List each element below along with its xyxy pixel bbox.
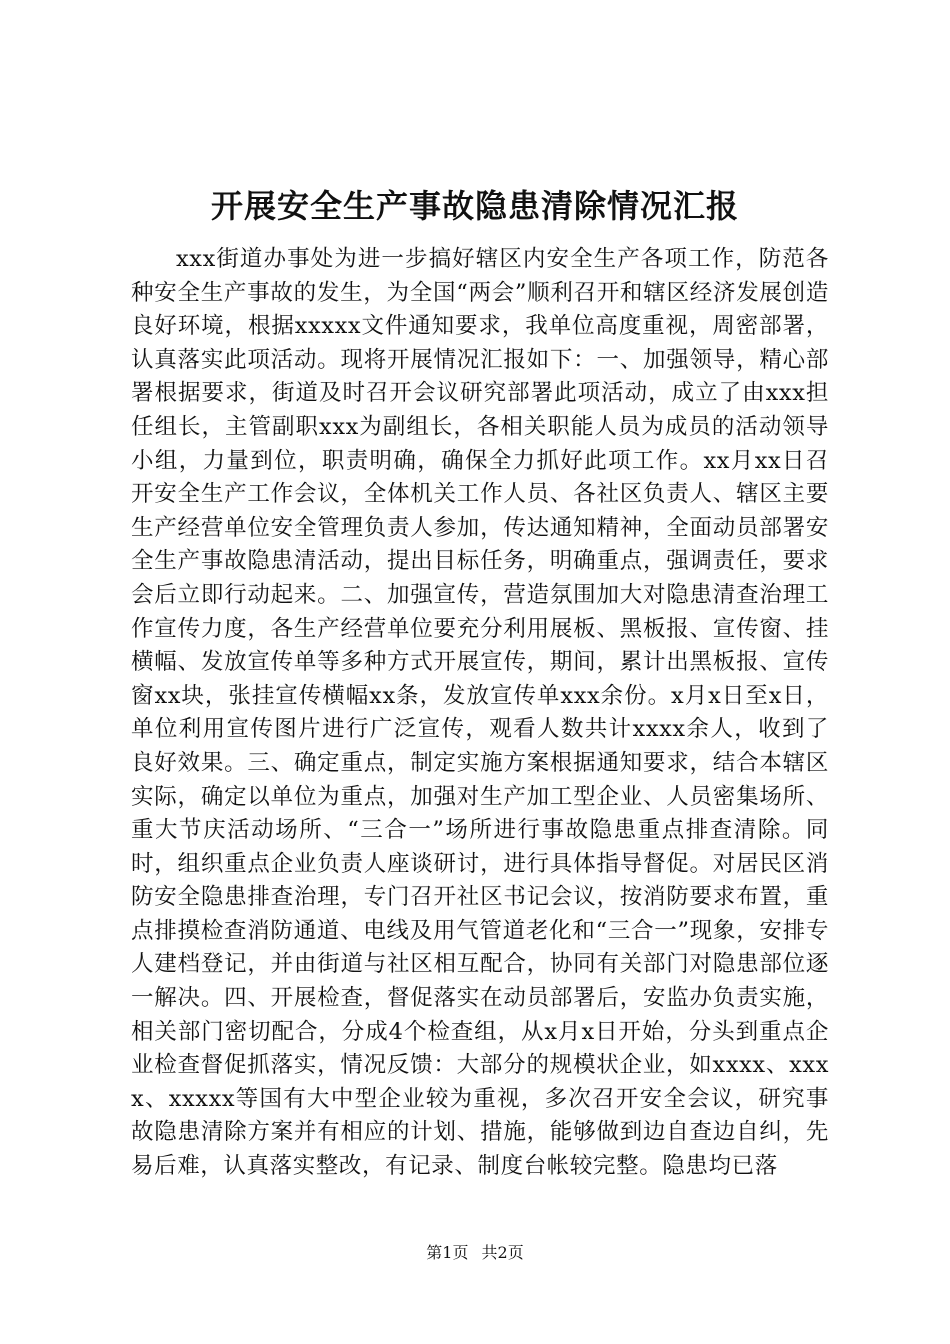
- page-total: 共2页: [481, 1243, 524, 1262]
- page-footer: [0, 1242, 950, 1264]
- document-title: 开展安全生产事故隐患清除情况汇报: [210, 187, 739, 225]
- page-number: 第1页: [426, 1243, 469, 1262]
- document-body: xxx街道办事处为进一步搞好辖区内安全生产各项工作，防范各种安全生产事故的发生，为全国“两会”顺利召开和辖区经济发展创造良好环境，根据xxxxx文件通知要求，我单位高度重视，周密部署，认真落实此项活动。现将开展情况汇报如下：一、加强领导，精心部署根据要求，街道及时召开会议研究部署此项活动，成立了由xxx担任组长，主管副职xxx为副组长，各相关职能人员为成员的活动领导小组，力量到位，职责明确，确保全力抓好此项工作。xx月xx日召开安全生产工作会议，全体机关工作人员、各社区负责人、辖区主要生产经营单位安全管理负责人参加，传达通知精神，全面动员部署安全生产事故隐患清活动，提出目标任务，明确重点，强调责任，要求会后立即行动起来。二、加强宣传，营造氛围加大对隐患清查治理工作宣传力度，各生产经营单位要充分利用展板、黑板报、宣传窗、挂横幅、发放宣传单等多种方式开展宣传，期间，累计出黑板报、宣传窗xx块，张挂宣传横幅xx条，发放宣传单xxx余份。x月x日至x日，单位利用宣传图片进行广泛宣传，观看人数共计xxxx余人，收到了良好效果。三、确定重点，制定实施方案根据通知要求，结合本辖区实际，确定以单位为重点，加强对生产加工型企业、人员密集场所、重大节庆活动场所、“三合一”场所进行事故隐患重点排查清除。同时，组织重点企业负责人座谈研讨，进行具体指导督促。对居民区消防安全隐患排查治理，专门召开社区书记会议，按消防要求布置，重点排摸检查消防通道、电线及用气管道老化和“三合一”现象，安排专人建档登记，并由街道与社区相互配合，协同有关部门对隐患部位逐一解决。四、开展检查，督促落实在动员部署后，安监办负责实施，相关部门密切配合，分成4个检查组，从x月x日开始，分头到重点企业检查督促抓落实，情况反馈：大部分的规模状企业，如xxxx、xxxx、xxxxx等国有大中型企业较为重视，多次召开安全会议，研究事故隐患清除方案并有相应的计划、措施，能够做到边自查边自纠，先易后难，认真落实整改，有记录、制度台帐较完整。隐患均已落: [131, 246, 829, 1180]
